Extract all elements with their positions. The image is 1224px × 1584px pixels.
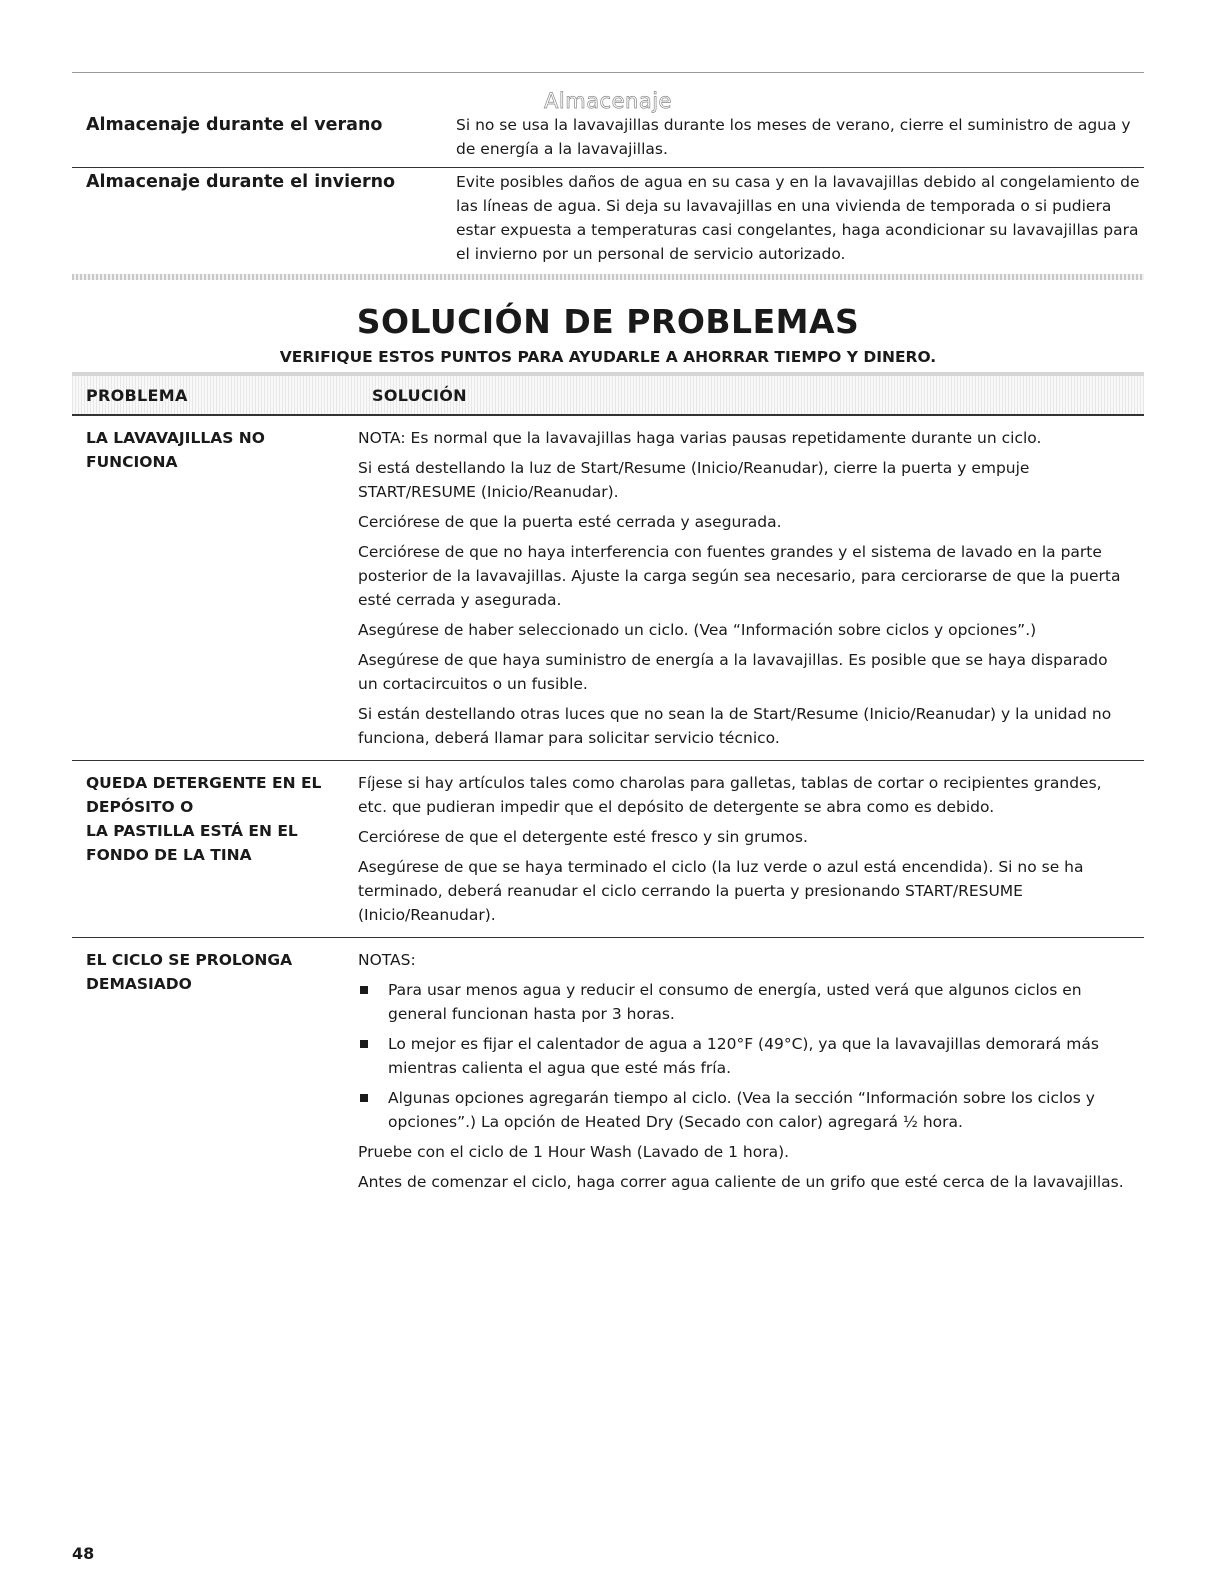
page-content [72,72,1144,1204]
notes-label: NOTAS: [358,951,416,969]
solution-text: NOTA: Es normal que la lavavajillas haga varias pausas repetidamente durante un ciclo. [358,429,1042,447]
problem-cell: LA LAVAVAJILLAS NO FUNCIONA [86,429,265,471]
section-divider [72,274,1144,280]
problem-cell [72,771,358,927]
table-header [72,372,1144,416]
table-row [72,416,1144,761]
solution-text: Cerciórese de que el detergente esté fresco y sin grumos. [358,828,808,846]
solution-text: Si está destellando la luz de Start/Resume (Inicio/Reanudar), cierre la puerta y empuje START/RESUME (Inicio/Reanudar). [358,459,1030,501]
storage-text: Evite posibles daños de agua en su casa y en la lavavajillas debido al congelamiento de las líneas de agua. Si deja su lavavajillas en una vivienda de temporada o si pudiera estar expuesta a temperaturas casi congelantes, haga acondicionar su lavavajillas para el invierno por un personal de servicio autorizado. [456,173,1140,263]
page-title: SOLUCIÓN DE PROBLEMAS [356,302,860,341]
storage-section-title: Almacenaje [544,89,672,113]
list-item [358,978,1130,1026]
solution-text: Asegúrese de que haya suministro de energía a la lavavajillas. Es posible que se haya disparado un cortacircuitos o un fusible. [358,651,1108,693]
storage-label: Almacenaje durante el invierno [86,172,396,192]
solution-text: Fíjese si hay artículos tales como charolas para galletas, tablas de cortar o recipientes grandes, etc. que pudieran impedir que el depósito de detergente se abra como es debido. [358,774,1102,816]
page-subtitle: VERIFIQUE ESTOS PUNTOS PARA AYUDARLE A AHORRAR TIEMPO Y DINERO. [279,348,937,366]
storage-row-winter [72,167,1144,266]
list-item-text: Lo mejor es fijar el calentador de agua a 120°F (49°C), ya que la lavavajillas demorará más mientras calienta el agua que esté más fría. [388,1035,1099,1077]
solution-text: Si están destellando otras luces que no sean la de Start/Resume (Inicio/Reanudar) y la unidad no funciona, deberá llamar para solicitar servicio técnico. [358,705,1112,747]
table-row [72,761,1144,938]
solution-text: Asegúrese de haber seleccionado un ciclo. (Vea “Información sobre ciclos y opciones”.) [358,621,1037,639]
list-item-text: Para usar menos agua y reducir el consumo de energía, usted verá que algunos ciclos en general funcionan hasta por 3 horas. [388,981,1082,1023]
list-item [358,1032,1130,1080]
storage-label: Almacenaje durante el verano [86,115,383,135]
solution-cell [358,771,1130,927]
bullet-square-icon [360,1094,368,1102]
column-header-solution: SOLUCIÓN [372,386,467,405]
solution-text: Cerciórese de que no haya interferencia con fuentes grandes y el sistema de lavado en la parte posterior de la lavavajillas. Ajuste la carga según sea necesario, para cerciorarse de que la puerta esté cerrada y asegurada. [358,543,1121,609]
solution-text: Asegúrese de que se haya terminado el ciclo (la luz verde o azul está encendida). Si no se ha terminado, deberá reanudar el ciclo cerrando la puerta y presionando START/RESUME (Inicio/Reanudar). [358,858,1084,924]
notes-list [358,978,1130,1134]
table-row [72,938,1144,1204]
storage-text: Si no se usa la lavavajillas durante los meses de verano, cierre el suministro de agua y de energía a la lavavajillas. [456,116,1131,158]
list-item-text: Algunas opciones agregarán tiempo al ciclo. (Vea la sección “Información sobre los ciclos y opciones”.) La opción de Heated Dry (Secado con calor) agregará ½ hora. [388,1089,1095,1131]
solution-cell [358,948,1130,1194]
bullet-square-icon [360,986,368,994]
solution-text: Antes de comenzar el ciclo, haga correr agua caliente de un grifo que esté cerca de la lavavajillas. [358,1173,1124,1191]
solution-cell [358,426,1130,750]
problem-line: LA PASTILLA ESTÁ EN EL FONDO DE LA TINA [86,822,298,864]
problem-cell: EL CICLO SE PROLONGA DEMASIADO [86,951,293,993]
top-divider [72,72,1144,73]
list-item [358,1086,1130,1134]
problem-line: QUEDA DETERGENTE EN EL DEPÓSITO O [86,774,322,816]
solution-text: Pruebe con el ciclo de 1 Hour Wash (Lavado de 1 hora). [358,1143,790,1161]
column-header-problem: PROBLEMA [86,386,188,405]
solution-text: Cerciórese de que la puerta esté cerrada y asegurada. [358,513,782,531]
storage-row-summer [72,113,1144,161]
bullet-square-icon [360,1040,368,1048]
page-number: 48 [72,1544,95,1563]
